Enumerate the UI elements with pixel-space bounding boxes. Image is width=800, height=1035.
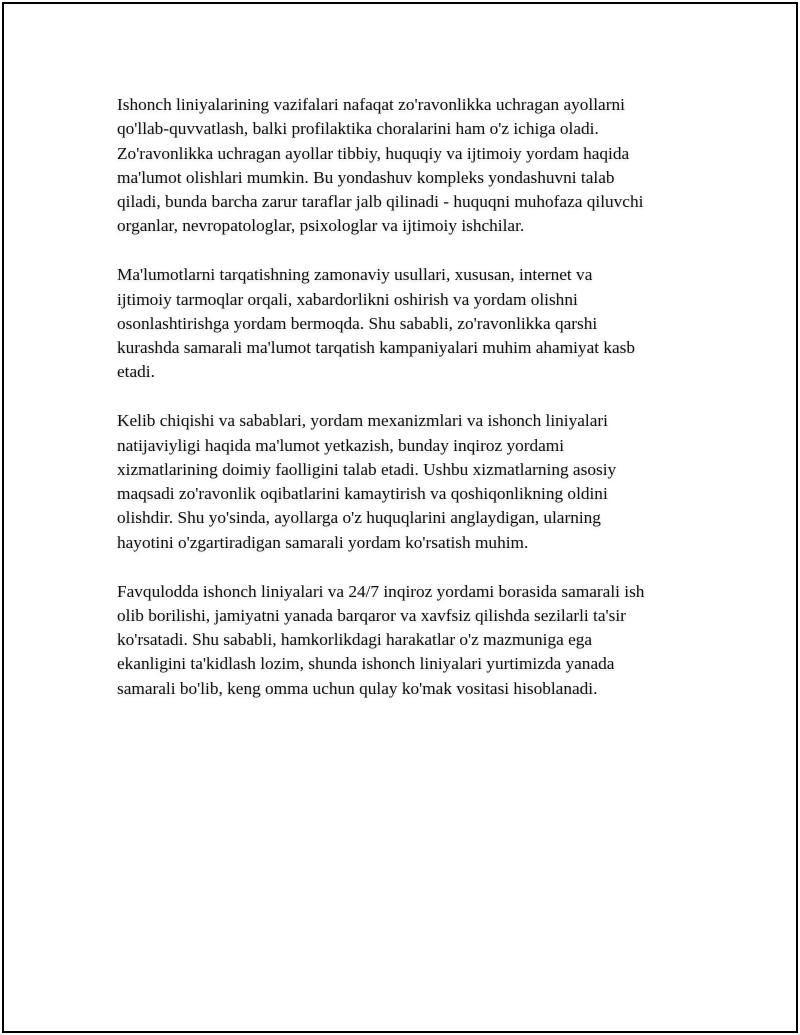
paragraph-line: Ma'lumotlarni tarqatishning zamonaviy usullari, xususan, internet va (117, 265, 593, 285)
paragraph-line: ekanligini ta'kidlash lozim, shunda ishonch liniyalari yurtimizda yanada (117, 654, 615, 674)
paragraph-line: etadi. (117, 362, 155, 382)
paragraph-line: ko'rsatadi. Shu sababli, hamkorlikdagi harakatlar o'z mazmuniga ega (117, 630, 593, 650)
paragraph-line: organlar, nevropatologlar, psixologlar va ijtimoiy ishchilar. (117, 216, 525, 236)
paragraph-line: Zo'ravonlikka uchragan ayollar tibbiy, huquqiy va ijtimoiy yordam haqida (117, 143, 630, 163)
paragraph-line: osonlashtirishga yordam bermoqda. Shu sababli, zo'ravonlikka qarshi (117, 313, 598, 333)
paragraph-line: xizmatlarining doimiy faolligini talab etadi. Ushbu xizmatlarning asosiy (117, 459, 617, 479)
paragraph-2 (117, 263, 702, 384)
paragraph-line: qo'llab-quvvatlash, balki profilaktika choralarini ham o'z ichiga oladi. (117, 119, 599, 139)
paragraph-line: ma'lumot olishlari mumkin. Bu yondashuv kompleks yondashuvni talab (117, 167, 615, 187)
paragraph-line: olishdir. Shu yo'sinda, ayollarga o'z huquqlarini anglaydigan, ularning (117, 508, 601, 528)
paragraph-line: maqsadi zo'ravonlik oqibatlarini kamaytirish va qoshiqonlikning oldini (117, 484, 608, 504)
paragraph-3 (117, 409, 702, 555)
paragraph-line: kurashda samarali ma'lumot tarqatish kampaniyalari muhim ahamiyat kasb (117, 338, 636, 358)
paragraph-line: qiladi, bunda barcha zarur taraflar jalb qilinadi - huquqni muhofaza qiluvchi (117, 192, 644, 212)
paragraph-line: natijaviyligi haqida ma'lumot yetkazish, bunday inqiroz yordami (117, 435, 565, 455)
document-body (117, 93, 702, 726)
paragraph-line: ijtimoiy tarmoqlar orqali, xabardorlikni oshirish va yordam olishni (117, 289, 578, 309)
paragraph-line: samarali bo'lib, keng omma uchun qulay ko'mak vositasi hisoblanadi. (117, 678, 598, 698)
paragraph-4 (117, 580, 702, 701)
paragraph-1 (117, 93, 702, 239)
paragraph-line: hayotini o'zgartiradigan samarali yordam ko'rsatish muhim. (117, 532, 529, 552)
paragraph-line: Ishonch liniyalarining vazifalari nafaqat zo'ravonlikka uchragan ayollarni (117, 95, 625, 114)
paragraph-line: Kelib chiqishi va sabablari, yordam mexanizmlari va ishonch liniyalari (117, 411, 608, 431)
paragraph-line: Favqulodda ishonch liniyalari va 24/7 inqiroz yordami borasida samarali ish (117, 581, 645, 601)
paragraph-line: olib borilishi, jamiyatni yanada barqaror va xavfsiz qilishda sezilarli ta'sir (117, 605, 626, 625)
